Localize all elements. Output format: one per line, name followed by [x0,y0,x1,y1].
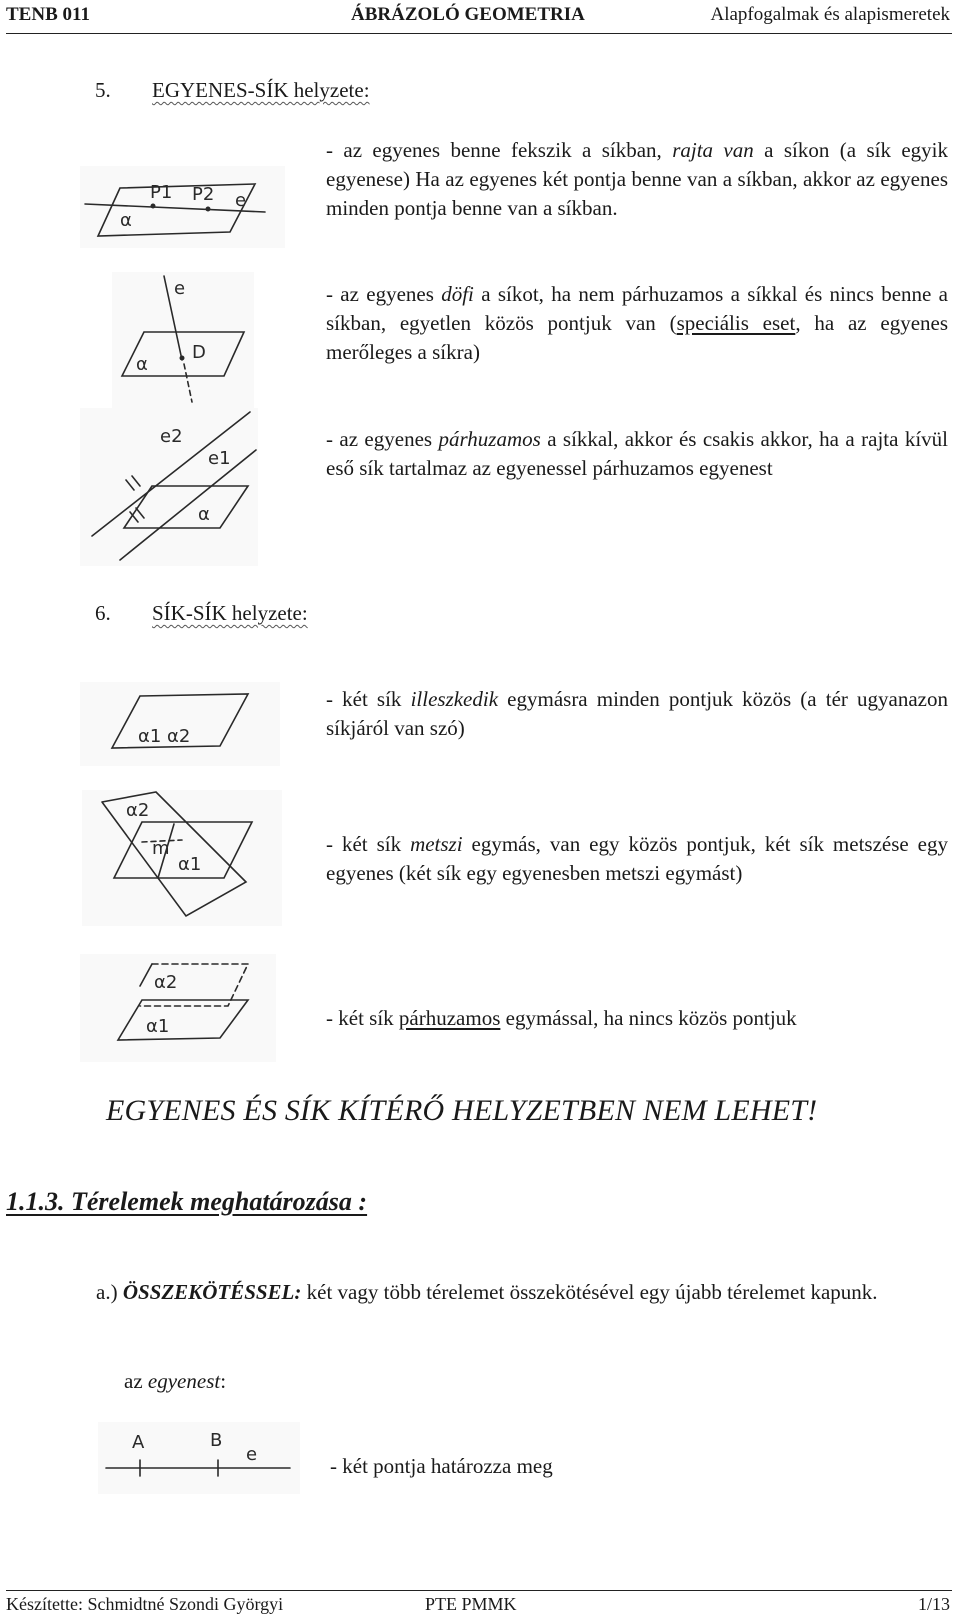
label-alpha1: α1 [146,1016,170,1037]
label-p1: P1 [150,182,173,203]
subject-title: ÁBRÁZOLÓ GEOMETRIA [351,4,585,25]
item-a-text: a.) ÖSSZEKÖTÉSSEL: két vagy több térelemet összekötésével egy újabb térelemet kapunk. [96,1280,878,1304]
footer-page: 1/13 [917,1594,950,1614]
footer-rule [6,1590,952,1591]
two-points-text: - két pontja határozza meg [330,1454,553,1478]
sketch-line-in-plane [80,166,285,248]
label-p2: P2 [192,184,215,205]
footer-author: Készítette: Schmidtné Szondi Györgyi [6,1594,284,1614]
label-e1: e1 [208,448,231,469]
sketch-line-parallel-plane [80,408,258,566]
header-rule [6,33,952,34]
sketch-parallel-planes [80,954,276,1062]
line-sub-label: az egyenest: [124,1369,227,1393]
label-alpha: α [198,504,210,525]
planes-coincide-text: - két sík illeszkedik egymásra minden pontjuk közös (a tér ugyanazon síkjáról van szó) [326,687,948,740]
label-e2: e2 [160,426,183,447]
label-alpha: α [120,210,132,231]
line-in-plane-text: - az egyenes benne fekszik a síkban, rajta van a síkon (a sík egyik egyenese) Ha az egyenes két pontja benne van a síkban, akkor az egyenes minden pontja benne van a síkban. [326,138,949,220]
label-alpha1: α1 [178,854,202,875]
sketch-line-pierces-plane [112,272,254,416]
label-a: A [132,1432,145,1453]
label-d: D [192,342,206,363]
label-alpha2: α2 [154,972,178,993]
skew-warning: EGYENES ÉS SÍK KÍTÉRŐ HELYZETBEN NEM LEHET! [106,1094,818,1127]
footer-institution: PTE PMMK [425,1594,517,1614]
planes-intersect-text: - két sík metszi egymás, van egy közös pontjuk, két sík metszése egy egyenes (két sík egy egyenesben metszi egymást) [326,832,949,885]
section6-title: SÍK-SÍK helyzete: [152,601,308,625]
chapter-title: Alapfogalmak és alapismeretek [710,4,950,25]
label-m: m [152,838,170,859]
sketch-coincident-planes [80,682,280,766]
section5-title: EGYENES-SÍK helyzete: [152,78,370,102]
label-e: e [174,278,186,299]
label-e: e [246,1444,258,1465]
line-pierces-plane-text: - az egyenes döfi a síkot, ha nem párhuzamos a síkkal és nincs benne a síkban, egyetlen közös pontjuk van (speciális eset, ha az egyenes merőleges a síkra) [326,282,949,364]
label-e: e [235,190,247,211]
label-b: B [210,1430,223,1451]
planes-parallel-text: - két sík párhuzamos egymással, ha nincs közös pontjuk [326,1006,797,1030]
line-parallel-plane-text: - az egyenes párhuzamos a síkkal, akkor és csakis akkor, ha a rajta kívül eső sík tartalmaz az egyenessel párhuzamos egyenest [326,427,948,480]
section6-number: 6. [95,601,111,625]
sketch-intersecting-planes [82,790,282,926]
label-alpha: α [136,354,148,375]
label-alpha1-alpha2: α1 α2 [138,726,191,747]
section5-number: 5. [95,78,111,102]
section-113-title: 1.1.3. Térelemek meghatározása : [6,1187,368,1216]
sketch-two-points-line [98,1422,300,1494]
course-code: TENB 011 [6,4,90,25]
label-alpha2: α2 [126,800,150,821]
